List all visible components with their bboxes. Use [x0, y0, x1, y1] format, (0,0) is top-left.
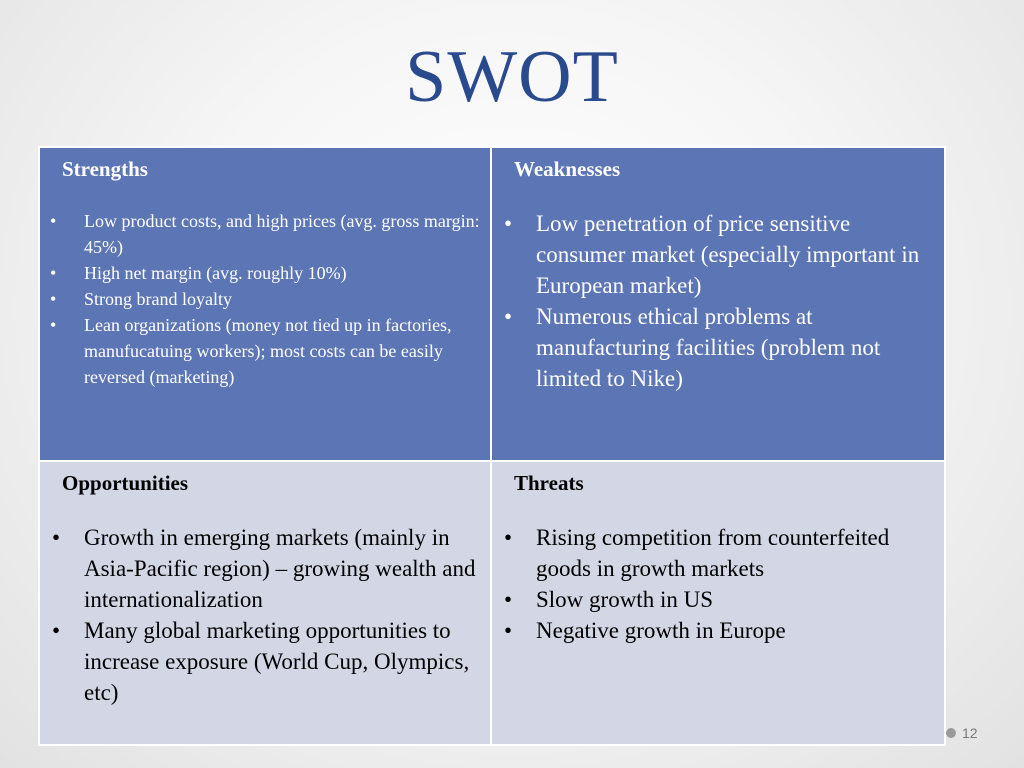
bullet-dot-icon: •: [50, 289, 57, 309]
bullet-dot-icon: •: [504, 211, 513, 236]
strength-item-text: Strong brand loyalty: [84, 289, 232, 309]
slide-number: 12: [962, 725, 978, 741]
threats-heading: Threats: [514, 471, 584, 495]
list-item: [40, 615, 490, 708]
list-item: [40, 522, 490, 615]
opportunities-cell: [39, 461, 491, 745]
weakness-item-text: Numerous ethical problems at manufacturing facilities (problem not limited to Nike): [536, 304, 881, 391]
bullet-dot-icon: •: [50, 211, 57, 231]
strengths-cell: [39, 147, 491, 461]
slide-dot-icon: [946, 728, 956, 738]
list-item: [40, 286, 490, 312]
swot-row-external: [39, 461, 945, 745]
strength-item-text: Lean organizations (money not tied up in factories, manufucatuing workers); most costs can be easily reversed (marketing): [84, 315, 452, 387]
opportunity-item-text: Growth in emerging markets (mainly in Asia-Pacific region) – growing wealth and internationalization: [84, 525, 476, 612]
strengths-list: [40, 208, 490, 390]
strength-item-text: Low product costs, and high prices (avg. gross margin: 45%): [84, 211, 480, 257]
weaknesses-list: [492, 208, 944, 394]
list-item: [40, 260, 490, 286]
list-item: [492, 584, 944, 615]
threats-cell: [491, 461, 945, 745]
threats-list: [492, 522, 944, 646]
bullet-dot-icon: •: [504, 618, 513, 643]
bullet-dot-icon: •: [52, 525, 61, 550]
opportunity-item-text: Many global marketing opportunities to increase exposure (World Cup, Olympics, etc): [84, 618, 470, 705]
threat-item-text: Rising competition from counterfeited goods in growth markets: [536, 525, 890, 581]
opportunities-list: [40, 522, 490, 708]
bullet-dot-icon: •: [50, 263, 57, 283]
list-item: [40, 208, 490, 260]
bullet-dot-icon: •: [50, 315, 57, 335]
bullet-dot-icon: •: [504, 525, 513, 550]
bullet-dot-icon: •: [52, 618, 61, 643]
slide-title: SWOT: [405, 36, 619, 118]
strength-item-text: High net margin (avg. roughly 10%): [84, 263, 347, 283]
list-item: [492, 522, 944, 584]
weakness-item-text: Low penetration of price sensitive consumer market (especially important in European market): [536, 211, 920, 298]
opportunities-heading: Opportunities: [62, 471, 189, 495]
strengths-heading: Strengths: [62, 157, 148, 181]
slide-number-area: [946, 724, 978, 742]
list-item: [40, 312, 490, 390]
weaknesses-cell: [491, 147, 945, 461]
weaknesses-heading: Weaknesses: [514, 157, 621, 181]
swot-row-internal: [39, 147, 945, 461]
swot-table: [38, 146, 946, 746]
list-item: [492, 208, 944, 301]
list-item: [492, 301, 944, 394]
list-item: [492, 615, 944, 646]
bullet-dot-icon: •: [504, 304, 513, 329]
threat-item-text: Negative growth in Europe: [536, 618, 786, 643]
threat-item-text: Slow growth in US: [536, 587, 713, 612]
bullet-dot-icon: •: [504, 587, 513, 612]
